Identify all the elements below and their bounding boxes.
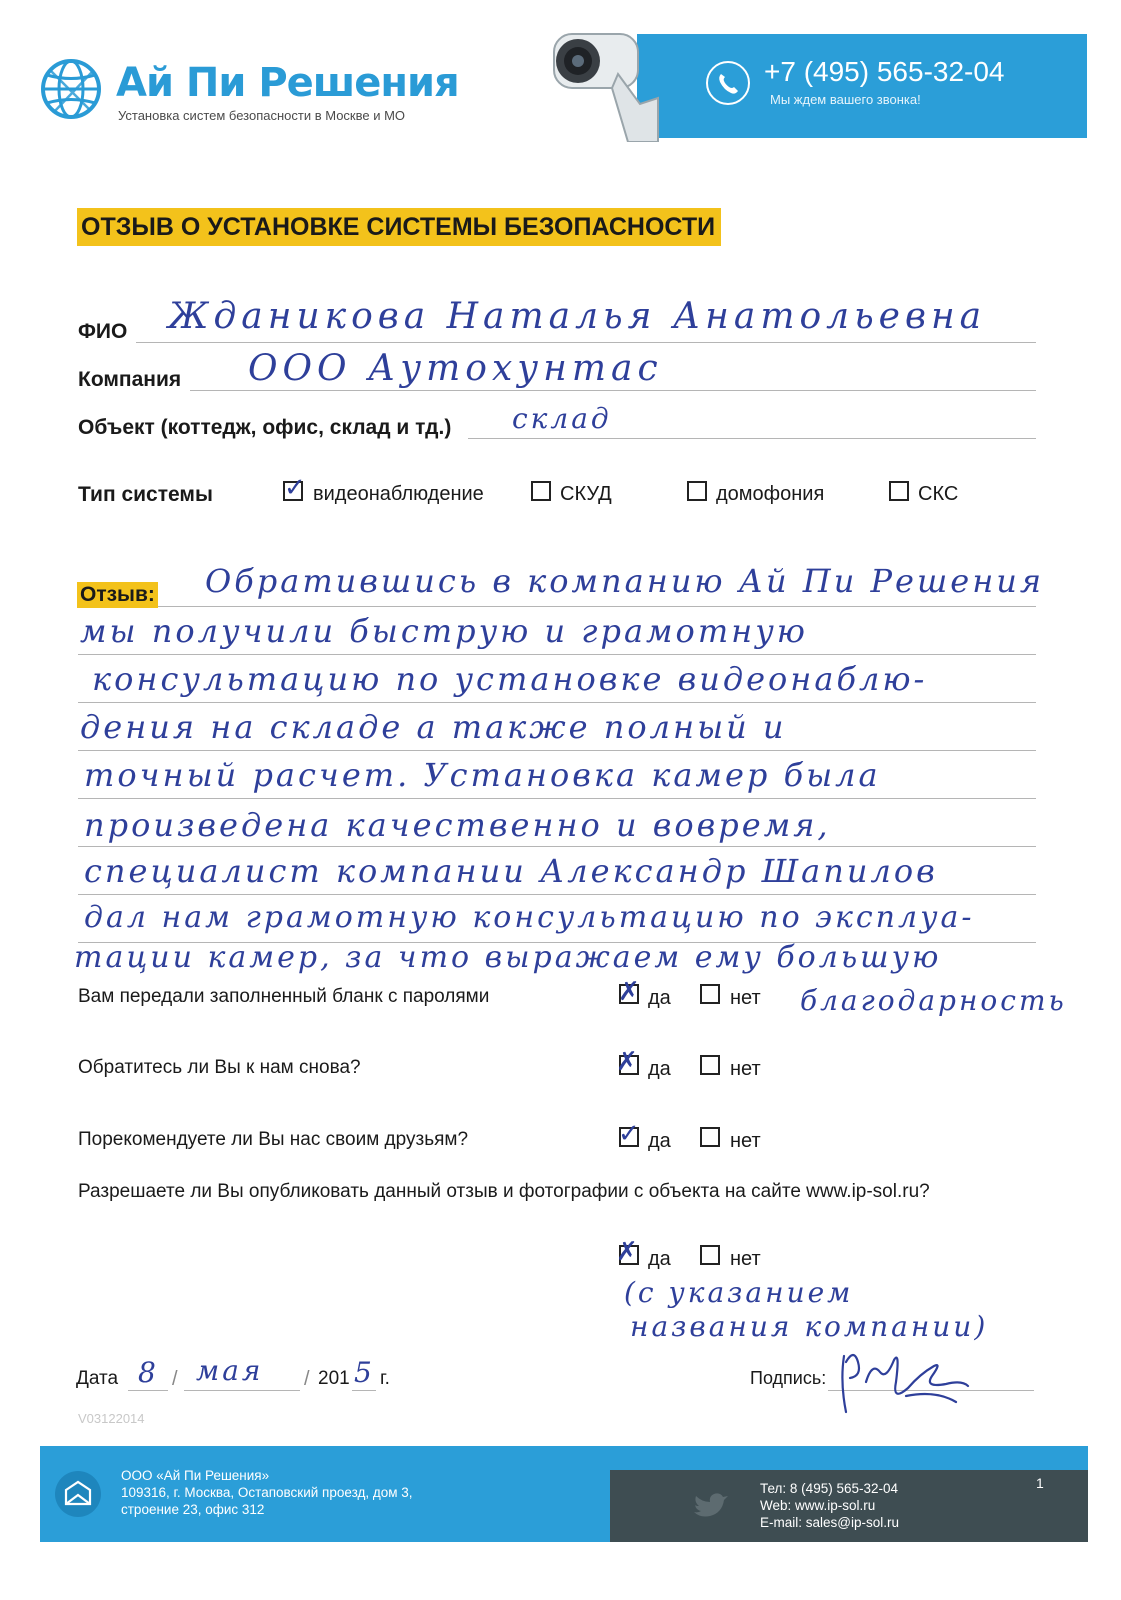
object-value[interactable]: склад xyxy=(512,402,612,435)
date-label: Дата xyxy=(76,1368,119,1389)
checkbox-passwords-no[interactable] xyxy=(700,984,720,1004)
checkbox-intercom[interactable] xyxy=(687,481,707,501)
review-rule-1 xyxy=(158,606,1036,607)
date-year-prefix: 201 xyxy=(318,1368,350,1389)
system-type-intercom-label: домофония xyxy=(716,483,825,505)
answer-no-label: нет xyxy=(730,1130,761,1152)
form-code: V03122014 xyxy=(78,1411,145,1426)
review-label: Отзыв: xyxy=(77,582,158,608)
system-type-sks-label: СКС xyxy=(918,483,959,505)
publish-note-line[interactable]: (с указанием xyxy=(624,1276,854,1309)
answer-no-label: нет xyxy=(730,1058,761,1080)
answer-no-label: нет xyxy=(730,1248,761,1270)
object-line xyxy=(468,438,1036,439)
date-day[interactable]: 8 xyxy=(138,1356,159,1389)
question-recommend: Порекомендуете ли Вы нас своим друзьям? xyxy=(78,1129,469,1150)
date-suffix: г. xyxy=(380,1368,390,1389)
company-line xyxy=(190,390,1036,391)
question-passwords: Вам передали заполненный бланк с паролями xyxy=(78,986,490,1007)
review-text-line[interactable]: благодарность xyxy=(800,984,1067,1017)
header-phone-note: Мы ждем вашего звонка! xyxy=(770,92,921,107)
form-title: ОТЗЫВ О УСТАНОВКЕ СИСТЕМЫ БЕЗОПАСНОСТИ xyxy=(77,208,721,246)
footer-web[interactable]: Web: www.ip-sol.ru xyxy=(760,1498,876,1513)
date-separator-2: / xyxy=(304,1368,310,1390)
fio-label: ФИО xyxy=(78,320,128,343)
signature-label: Подпись: xyxy=(750,1368,827,1388)
question-return: Обратитесь ли Вы к нам снова? xyxy=(78,1057,361,1078)
question-publish: Разрешаете ли Вы опубликовать данный отзыв и фотографии с объекта на сайте www.ip-sol.ru? xyxy=(78,1181,930,1202)
checkbox-skud[interactable] xyxy=(531,481,551,501)
date-separator-1: / xyxy=(172,1368,178,1390)
answer-no-label: нет xyxy=(730,987,761,1009)
footer-email[interactable]: E-mail: sales@ip-sol.ru xyxy=(760,1515,899,1530)
phone-icon xyxy=(705,60,751,106)
fio-line xyxy=(136,342,1036,343)
system-type-skud-label: СКУД xyxy=(560,483,612,505)
footer-address-line: строение 23, офис 312 xyxy=(121,1502,265,1517)
company-value[interactable]: ООО Аутохунтас xyxy=(248,348,663,389)
date-month[interactable]: мая xyxy=(196,1354,264,1387)
checkbox-sks[interactable] xyxy=(889,481,909,501)
security-camera-icon xyxy=(548,14,668,142)
envelope-icon xyxy=(54,1470,102,1518)
bird-icon xyxy=(690,1488,730,1522)
footer-company: ООО «Ай Пи Решения» xyxy=(121,1468,270,1483)
checkmark-icon: ✓ xyxy=(284,473,306,503)
review-text-line[interactable]: тации камер, за что выражаем ему большую xyxy=(74,940,942,975)
review-text-line[interactable]: точный расчет. Установка камер была xyxy=(84,756,881,794)
review-text-line[interactable]: Обратившись в компанию Ай Пи Решения xyxy=(205,562,1045,600)
publish-note-line[interactable]: названия компании) xyxy=(630,1310,989,1343)
review-text-line[interactable]: специалист компании Александр Шапилов xyxy=(84,852,938,890)
system-type-label: Тип системы xyxy=(78,483,213,506)
review-text-line[interactable]: дал нам грамотную консультацию по эксплуа- xyxy=(84,900,975,935)
cross-mark-icon: ✗ xyxy=(616,1237,638,1267)
review-text-line[interactable]: консультацию по установке видеонаблю- xyxy=(92,660,928,698)
cross-mark-icon: ✗ xyxy=(618,977,640,1007)
answer-yes-label: да xyxy=(648,1058,671,1080)
date-day-line xyxy=(128,1390,168,1391)
review-text-line[interactable]: мы получили быструю и грамотную xyxy=(80,612,808,650)
date-year-line xyxy=(352,1390,376,1391)
globe-logo-icon xyxy=(40,58,102,120)
date-year-digit[interactable]: 5 xyxy=(354,1356,375,1389)
answer-yes-label: да xyxy=(648,1248,671,1270)
review-rule-2 xyxy=(78,654,1036,655)
object-label: Объект (коттедж, офис, склад и тд.) xyxy=(78,416,452,439)
review-rule-7 xyxy=(78,894,1036,895)
fio-value[interactable]: Жданикова Наталья Анатольевна xyxy=(168,296,987,337)
review-rule-6 xyxy=(78,846,1036,847)
footer-address-line: 109316, г. Москва, Остаповский проезд, дом 3, xyxy=(121,1485,413,1500)
checkbox-publish-no[interactable] xyxy=(700,1245,720,1265)
date-month-line xyxy=(184,1390,300,1391)
answer-yes-label: да xyxy=(648,987,671,1009)
header-phone-number[interactable]: +7 (495) 565-32-04 xyxy=(764,56,1005,87)
answer-yes-label: да xyxy=(648,1130,671,1152)
handwritten-signature-icon xyxy=(836,1342,976,1414)
review-rule-3 xyxy=(78,702,1036,703)
system-type-video-label: видеонаблюдение xyxy=(313,483,484,505)
page-number: 1 xyxy=(1036,1475,1044,1491)
brand-tagline: Установка систем безопасности в Москве и МО xyxy=(118,108,406,123)
review-text-line[interactable]: дения на складе а также полный и xyxy=(80,708,787,746)
checkbox-return-no[interactable] xyxy=(700,1055,720,1075)
cross-mark-icon: ✗ xyxy=(616,1047,638,1077)
checkbox-recommend-no[interactable] xyxy=(700,1127,720,1147)
review-rule-4 xyxy=(78,750,1036,751)
check-mark-icon: ✓ xyxy=(618,1119,640,1149)
review-rule-5 xyxy=(78,798,1036,799)
brand-name: Ай Пи Решения xyxy=(116,60,459,106)
company-label: Компания xyxy=(78,368,182,391)
review-text-line[interactable]: произведена качественно и вовремя, xyxy=(84,806,831,844)
footer-phone[interactable]: Тел: 8 (495) 565-32-04 xyxy=(760,1481,898,1496)
